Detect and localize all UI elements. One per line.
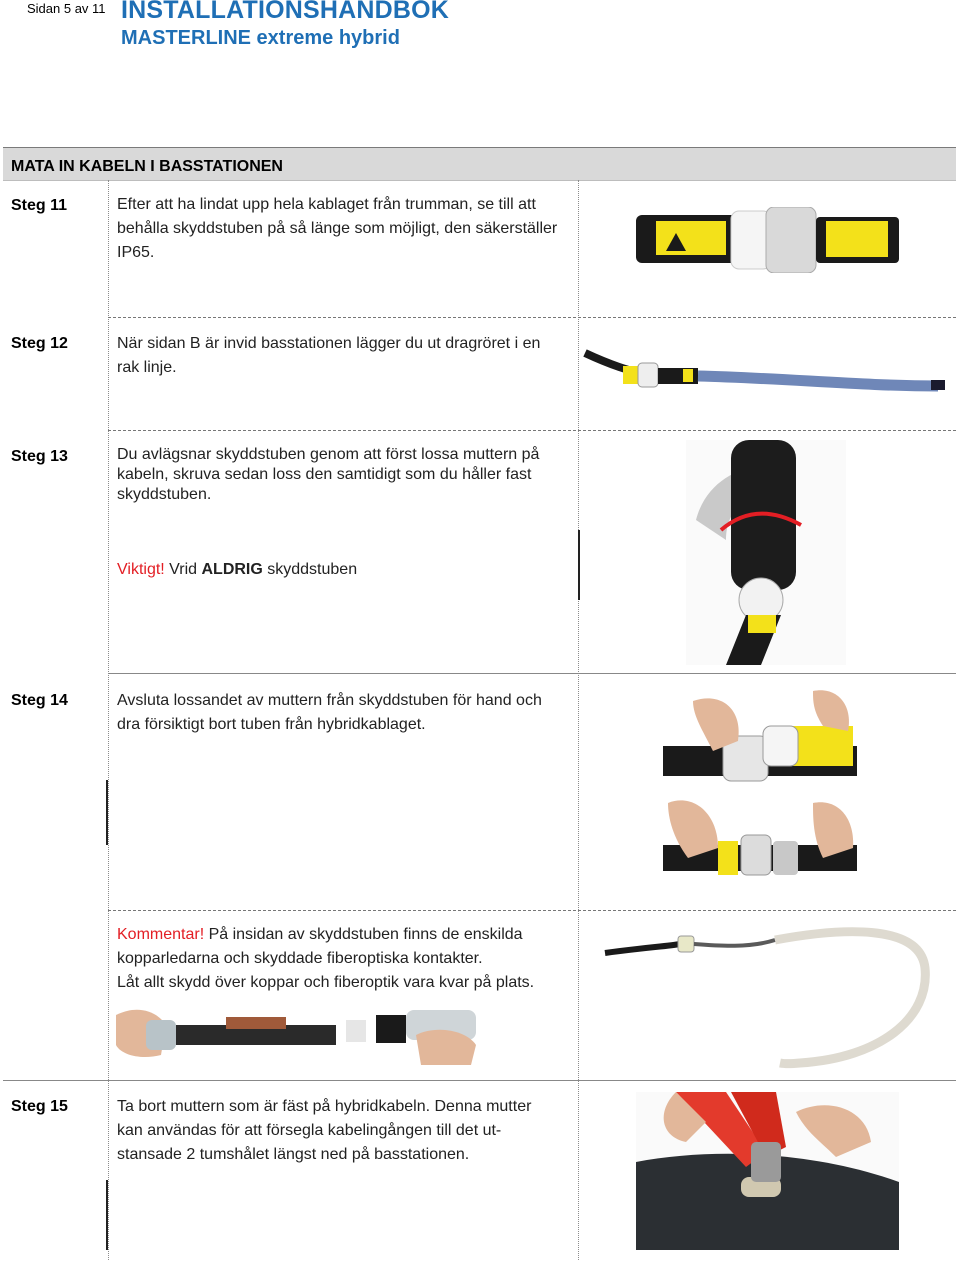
document-title: INSTALLATIONSHANDBOK <box>121 0 450 24</box>
warning-mid: Vrid <box>164 561 202 578</box>
drag-tube-photo <box>583 348 948 393</box>
warning-note <box>117 558 567 582</box>
column-divider-accent <box>106 780 108 845</box>
hand-sleeve-photo <box>116 995 484 1065</box>
step-label: Steg 14 <box>11 692 68 709</box>
step-text: Du avlägsnar skyddstuben genom att först lossa muttern på kabeln, skruva sedan loss den samtidigt som du håller fast skyddstuben. <box>117 446 540 503</box>
pliers-photo <box>636 1092 899 1250</box>
row-divider <box>3 1080 956 1081</box>
column-divider-left <box>108 180 109 1260</box>
step-label: Steg 12 <box>11 335 68 352</box>
section-title: MATA IN KABELN I BASSTATIONEN <box>11 158 283 175</box>
step-label: Steg 11 <box>11 197 68 214</box>
warning-bold: ALDRIG <box>201 561 263 578</box>
row-divider <box>108 430 956 431</box>
page-number: Sidan 5 av 11 <box>27 1 106 16</box>
column-divider-accent <box>106 1180 108 1250</box>
comment-prefix: Kommentar! <box>117 926 205 943</box>
row-divider <box>108 673 956 674</box>
hands-cable-photo <box>663 793 857 881</box>
comment-line2: Låt allt skydd över koppar och fiberoptik vara kvar på plats. <box>117 974 535 991</box>
warning-prefix: Viktigt! <box>117 561 165 578</box>
wrench-photo <box>686 440 846 665</box>
fiber-tube-photo <box>600 918 935 1074</box>
column-divider-accent <box>578 530 580 600</box>
step-label: Steg 13 <box>11 448 68 465</box>
comment-text: På insidan av skyddstuben finns de enskilda kopparledarna och skyddade fiberoptiska kontakter. <box>117 926 523 967</box>
comment-note <box>117 923 577 971</box>
step-text: Ta bort muttern som är fäst på hybridkabeln. Denna mutter kan användas för att försegla kabelingången till det ut-stansade 2 tumshålet längst ned på basstationen. <box>117 1098 532 1163</box>
hands-unscrew-photo <box>663 686 857 782</box>
warning-suffix: skyddstuben <box>262 561 358 578</box>
cable-gland-photo <box>636 207 899 273</box>
column-divider-right <box>578 180 579 1260</box>
step-text: Efter att ha lindat upp hela kablaget från trumman, se till att behålla skyddstuben på så länge som möjligt, den säkerställer IP65. <box>117 196 558 261</box>
step-label: Steg 15 <box>11 1098 68 1115</box>
document-subtitle: MASTERLINE extreme hybrid <box>121 27 400 49</box>
row-divider <box>108 910 956 911</box>
step-text: När sidan B är invid basstationen lägger du ut dragröret i en rak linje. <box>117 335 541 376</box>
step-text: Avsluta lossandet av muttern från skyddstuben för hand och dra försiktigt bort tuben från hybridkablaget. <box>117 692 542 733</box>
row-divider <box>108 317 956 318</box>
